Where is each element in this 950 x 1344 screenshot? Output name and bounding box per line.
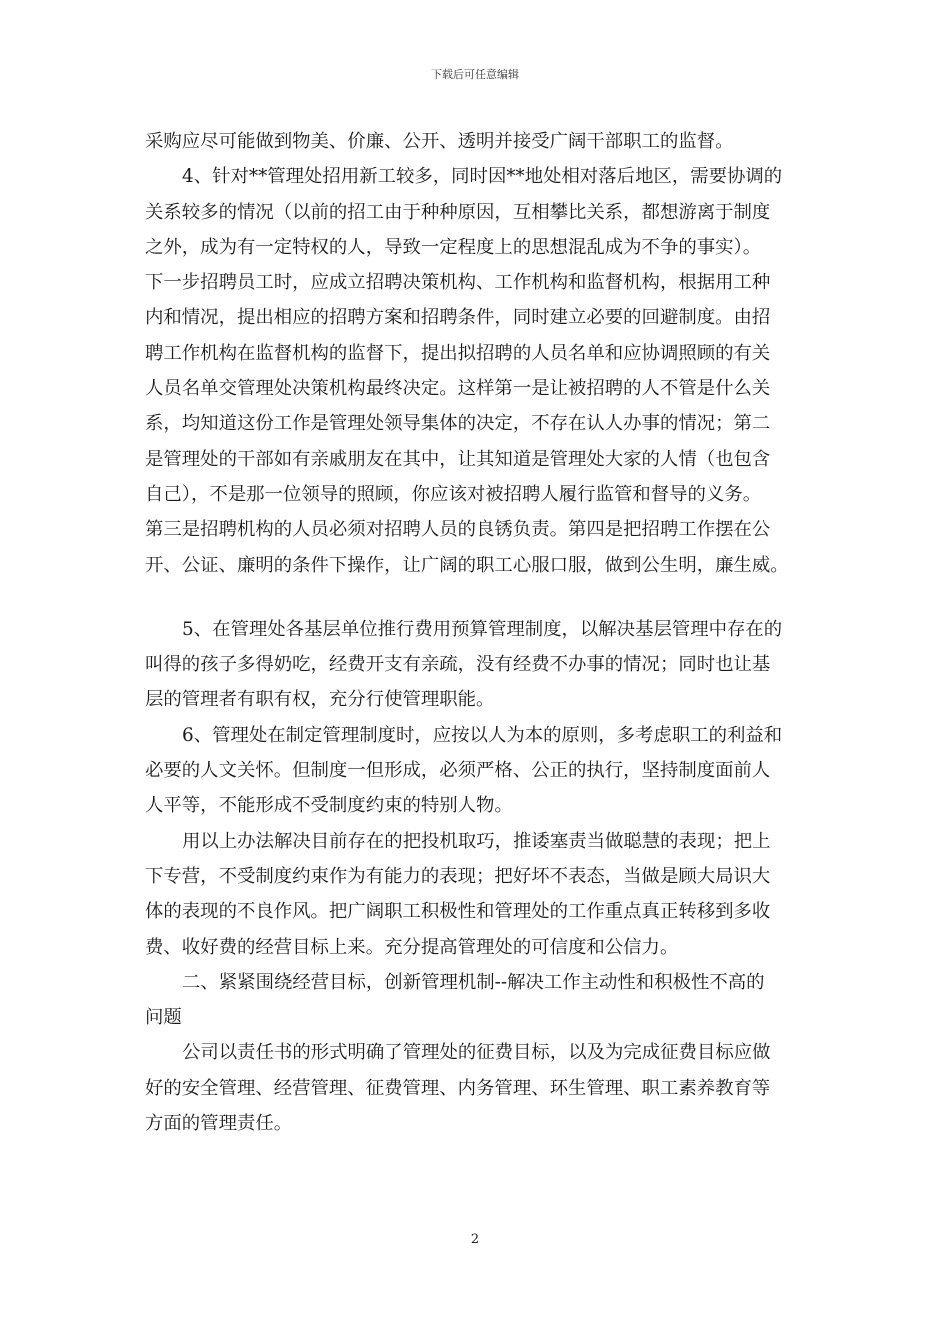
text-line: 采购应尽可能做到物美、价廉、公开、透明并接受广阔干部职工的监督。 bbox=[145, 131, 734, 152]
text-line: 4、针对**管理处招用新工较多，同时因**地处相对落后地区，需要协调的 bbox=[182, 166, 783, 188]
text-line: 人平等，不能形成不受制度约束的特别人物。 bbox=[145, 795, 513, 817]
text-line: 下一步招聘员工时，应成立招聘决策机构、工作机构和监督机构，根据用工种 bbox=[145, 272, 771, 294]
text-line: 系，均知道这份工作是管理处领导集体的决定，不存在认人办事的情况；第二 bbox=[145, 413, 771, 435]
text-line: 方面的管理责任。 bbox=[145, 1113, 293, 1135]
text-line: 5、在管理处各基层单位推行费用预算管理制度，以解决基层管理中存在的 bbox=[182, 618, 783, 640]
text-line: 聘工作机构在监督机构的监督下，提出拟招聘的人员名单和应协调照顾的有关 bbox=[145, 342, 771, 364]
text-line: 之外，成为有一定特权的人，导致一定程度上的思想混乱成为不争的事实）。 bbox=[145, 236, 762, 258]
text-line: 用以上办法解决目前存在的把投机取巧，推诿塞责当做聪慧的表现；把上 bbox=[182, 830, 771, 852]
blank-line bbox=[145, 583, 825, 612]
text-line: 好的安全管理、经营管理、征费管理、内务管理、环生管理、职工素养教育等 bbox=[145, 1077, 771, 1099]
text-line: 二、紧紧围绕经营目标，创新管理机制--解决工作主动性和积极性不高的 bbox=[182, 971, 765, 993]
text-line: 是管理处的干部如有亲戚朋友在其中，让其知道是管理处大家的人情（也包含 bbox=[145, 448, 771, 470]
text-line: 层的管理者有职有权，充分行使管理职能。 bbox=[145, 689, 495, 711]
page-header: 下载后可任意编辑 bbox=[431, 68, 519, 81]
text-line: 6、管理处在制定管理制度时，应按以人为本的原则，多考虑职工的利益和 bbox=[182, 724, 783, 746]
text-line: 体的表现的不良作风。把广阔职工积极性和管理处的工作重点真正转移到多收 bbox=[145, 901, 771, 923]
text-line: 开、公证、廉明的条件下操作，让广阔的职工心服口服，做到公生明，廉生威。 bbox=[145, 554, 789, 576]
text-line: 必要的人文关怀。但制度一但形成，必须严格、公正的执行，坚持制度面前人 bbox=[145, 760, 771, 782]
text-line: 叫得的孩子多得奶吃，经费开支有亲疏，没有经费不办事的情况；同时也让基 bbox=[145, 654, 771, 676]
text-line: 问题 bbox=[145, 1007, 182, 1029]
page-number: 2 bbox=[470, 1232, 480, 1247]
text-line: 公司以责任书的形式明确了管理处的征费目标，以及为完成征费目标应做 bbox=[182, 1042, 771, 1064]
text-line: 费、收好费的经营目标上来。充分提高管理处的可信度和公信力。 bbox=[145, 936, 679, 958]
text-line: 内和情况，提出相应的招聘方案和招聘条件，同时建立必要的回避制度。由招 bbox=[145, 307, 771, 329]
document-body bbox=[145, 124, 825, 1141]
text-line: 第三是招聘机构的人员必须对招聘人员的良锈负责。第四是把招聘工作摆在公 bbox=[145, 519, 771, 541]
text-line: 下专营，不受制度约束作为有能力的表现；把好坏不表态，当做是顾大局识大 bbox=[145, 865, 771, 887]
text-line: 自己），不是那一位领导的照顾，你应该对被招聘人履行监管和督导的义务。 bbox=[145, 483, 762, 505]
text-line: 人员名单交管理处决策机构最终决定。这样第一是让被招聘的人不管是什么关 bbox=[145, 378, 771, 400]
text-line: 关系较多的情况（以前的招工由于种种原因，互相攀比关系，都想游离于制度 bbox=[145, 201, 771, 223]
